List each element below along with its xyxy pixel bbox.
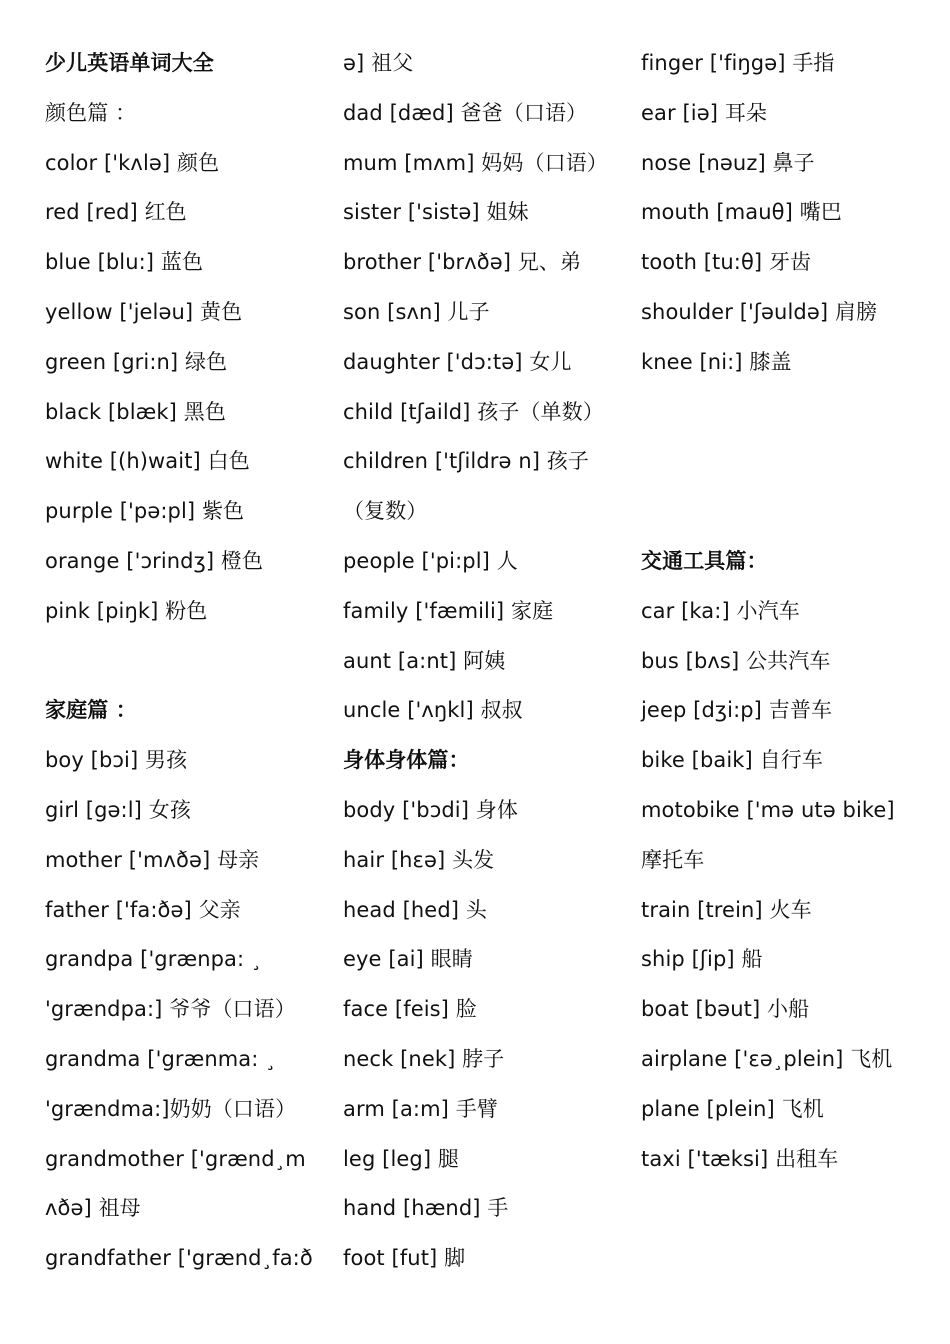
word-entry: bus [bʌs] 公共汽车	[641, 648, 831, 673]
word-entry: white [(h)wait] 白色	[45, 449, 250, 474]
word-entry: pink [piŋk] 粉色	[45, 598, 208, 623]
word-entry: orange ['ɔrindʒ] 橙色	[45, 548, 264, 573]
word-entry: mother ['mʌðə] 母亲	[45, 847, 260, 872]
word-entry: 摩托车	[641, 847, 705, 872]
section-heading: 家庭篇 ：	[45, 698, 137, 723]
word-entry: black [blæk] 黑色	[45, 399, 226, 424]
blank-line	[45, 642, 320, 692]
word-entry: ship [ʃip] 船	[641, 947, 763, 972]
word-entry: mum [mʌm] 妈妈（口语）	[343, 150, 608, 175]
word-entry: boat [bəut] 小船	[641, 997, 810, 1022]
column-3	[641, 44, 941, 1189]
word-entry: child [tʃaild] 孩子（单数）	[343, 399, 604, 424]
word-entry: green [gri:n] 绿色	[45, 349, 228, 374]
word-entry: boy [bɔi] 男孩	[45, 748, 188, 773]
word-entry: 'grændpa:] 爷爷（口语）	[45, 997, 296, 1022]
word-entry: red [red] 红色	[45, 200, 187, 225]
word-entry: girl [gə:l] 女孩	[45, 797, 191, 822]
word-entry: finger ['fiŋgə] 手指	[641, 51, 835, 75]
word-entry: color ['kʌlə] 颜色	[45, 150, 220, 175]
section-heading: 交通工具篇：	[641, 548, 768, 573]
word-entry: （复数）	[343, 499, 428, 524]
word-entry: purple ['pə:pl] 紫色	[45, 499, 245, 524]
word-entry: aunt [a:nt] 阿姨	[343, 648, 506, 673]
word-entry: mouth [mauθ] 嘴巴	[641, 200, 842, 225]
word-entry: eye [ai] 眼睛	[343, 947, 473, 972]
word-entry: ə] 祖父	[343, 51, 414, 75]
word-entry: motobike ['mə utə bike]	[641, 797, 895, 822]
column-2	[343, 44, 628, 1289]
column-1	[45, 44, 320, 1289]
word-entry: dad [dæd] 爸爸（口语）	[343, 100, 588, 125]
word-entry: train [trein] 火车	[641, 897, 812, 922]
word-entry: uncle ['ʌŋkl] 叔叔	[343, 698, 523, 723]
word-entry: hand [hænd] 手	[343, 1196, 509, 1221]
word-entry: bike [baik] 自行车	[641, 748, 823, 773]
word-entry: blue [blu:] 蓝色	[45, 250, 204, 275]
word-entry: son [sʌn] 儿子	[343, 299, 490, 324]
word-entry: daughter ['dɔ:tə] 女儿	[343, 349, 572, 374]
word-entry: nose [nəuz] 鼻子	[641, 150, 815, 175]
word-entry: arm [a:m] 手臂	[343, 1096, 498, 1121]
word-entry: 'grændma:]奶奶（口语）	[45, 1096, 297, 1121]
word-entry: 颜色篇 ：	[45, 100, 137, 125]
word-entry: shoulder ['ʃəuldə] 肩膀	[641, 299, 878, 324]
word-entry: car [ka:] 小汽车	[641, 598, 800, 623]
word-entry: people ['pi:pl] 人	[343, 548, 518, 573]
word-entry: hair [hεə] 头发	[343, 847, 495, 872]
word-entry: grandpa ['grænpa: ¸	[45, 947, 262, 972]
blank-line	[641, 442, 941, 492]
word-entry: foot [fut] 脚	[343, 1246, 466, 1271]
word-entry: sister ['sistə] 姐妹	[343, 200, 529, 225]
word-entry: face [feis] 脸	[343, 997, 477, 1022]
word-entry: brother ['brʌðə] 兄、弟	[343, 250, 582, 275]
word-entry: ear [iə] 耳朵	[641, 100, 768, 125]
word-entry: tooth [tu:θ] 牙齿	[641, 250, 812, 275]
blank-line	[641, 393, 941, 443]
blank-line	[641, 492, 941, 542]
word-entry: knee [ni:] 膝盖	[641, 349, 792, 374]
word-entry: father ['fa:ðə] 父亲	[45, 897, 241, 922]
word-entry: family ['fæmili] 家庭	[343, 598, 554, 623]
word-entry: taxi ['tæksi] 出租车	[641, 1146, 839, 1171]
word-entry: yellow ['jeləu] 黄色	[45, 299, 243, 324]
section-heading: 少儿英语单词大全	[45, 51, 214, 75]
word-entry: grandfather ['grænd¸fa:ð	[45, 1246, 313, 1271]
word-entry: jeep [dʒi:p] 吉普车	[641, 698, 833, 723]
word-entry: ʌðə] 祖母	[45, 1196, 141, 1221]
word-entry: grandmother ['grænd¸m	[45, 1146, 306, 1171]
word-entry: plane [plein] 飞机	[641, 1096, 824, 1121]
word-entry: leg [leg] 腿	[343, 1146, 460, 1171]
word-entry: body ['bɔdi] 身体	[343, 797, 518, 822]
word-entry: neck [nek] 脖子	[343, 1046, 505, 1071]
word-entry: children ['tʃildrə n] 孩子	[343, 449, 589, 474]
word-entry: grandma ['grænma: ¸	[45, 1046, 276, 1071]
word-entry: head [hed] 头	[343, 897, 487, 922]
word-entry: airplane ['εə¸plein] 飞机	[641, 1046, 893, 1071]
section-heading: 身体身体篇：	[343, 748, 470, 773]
